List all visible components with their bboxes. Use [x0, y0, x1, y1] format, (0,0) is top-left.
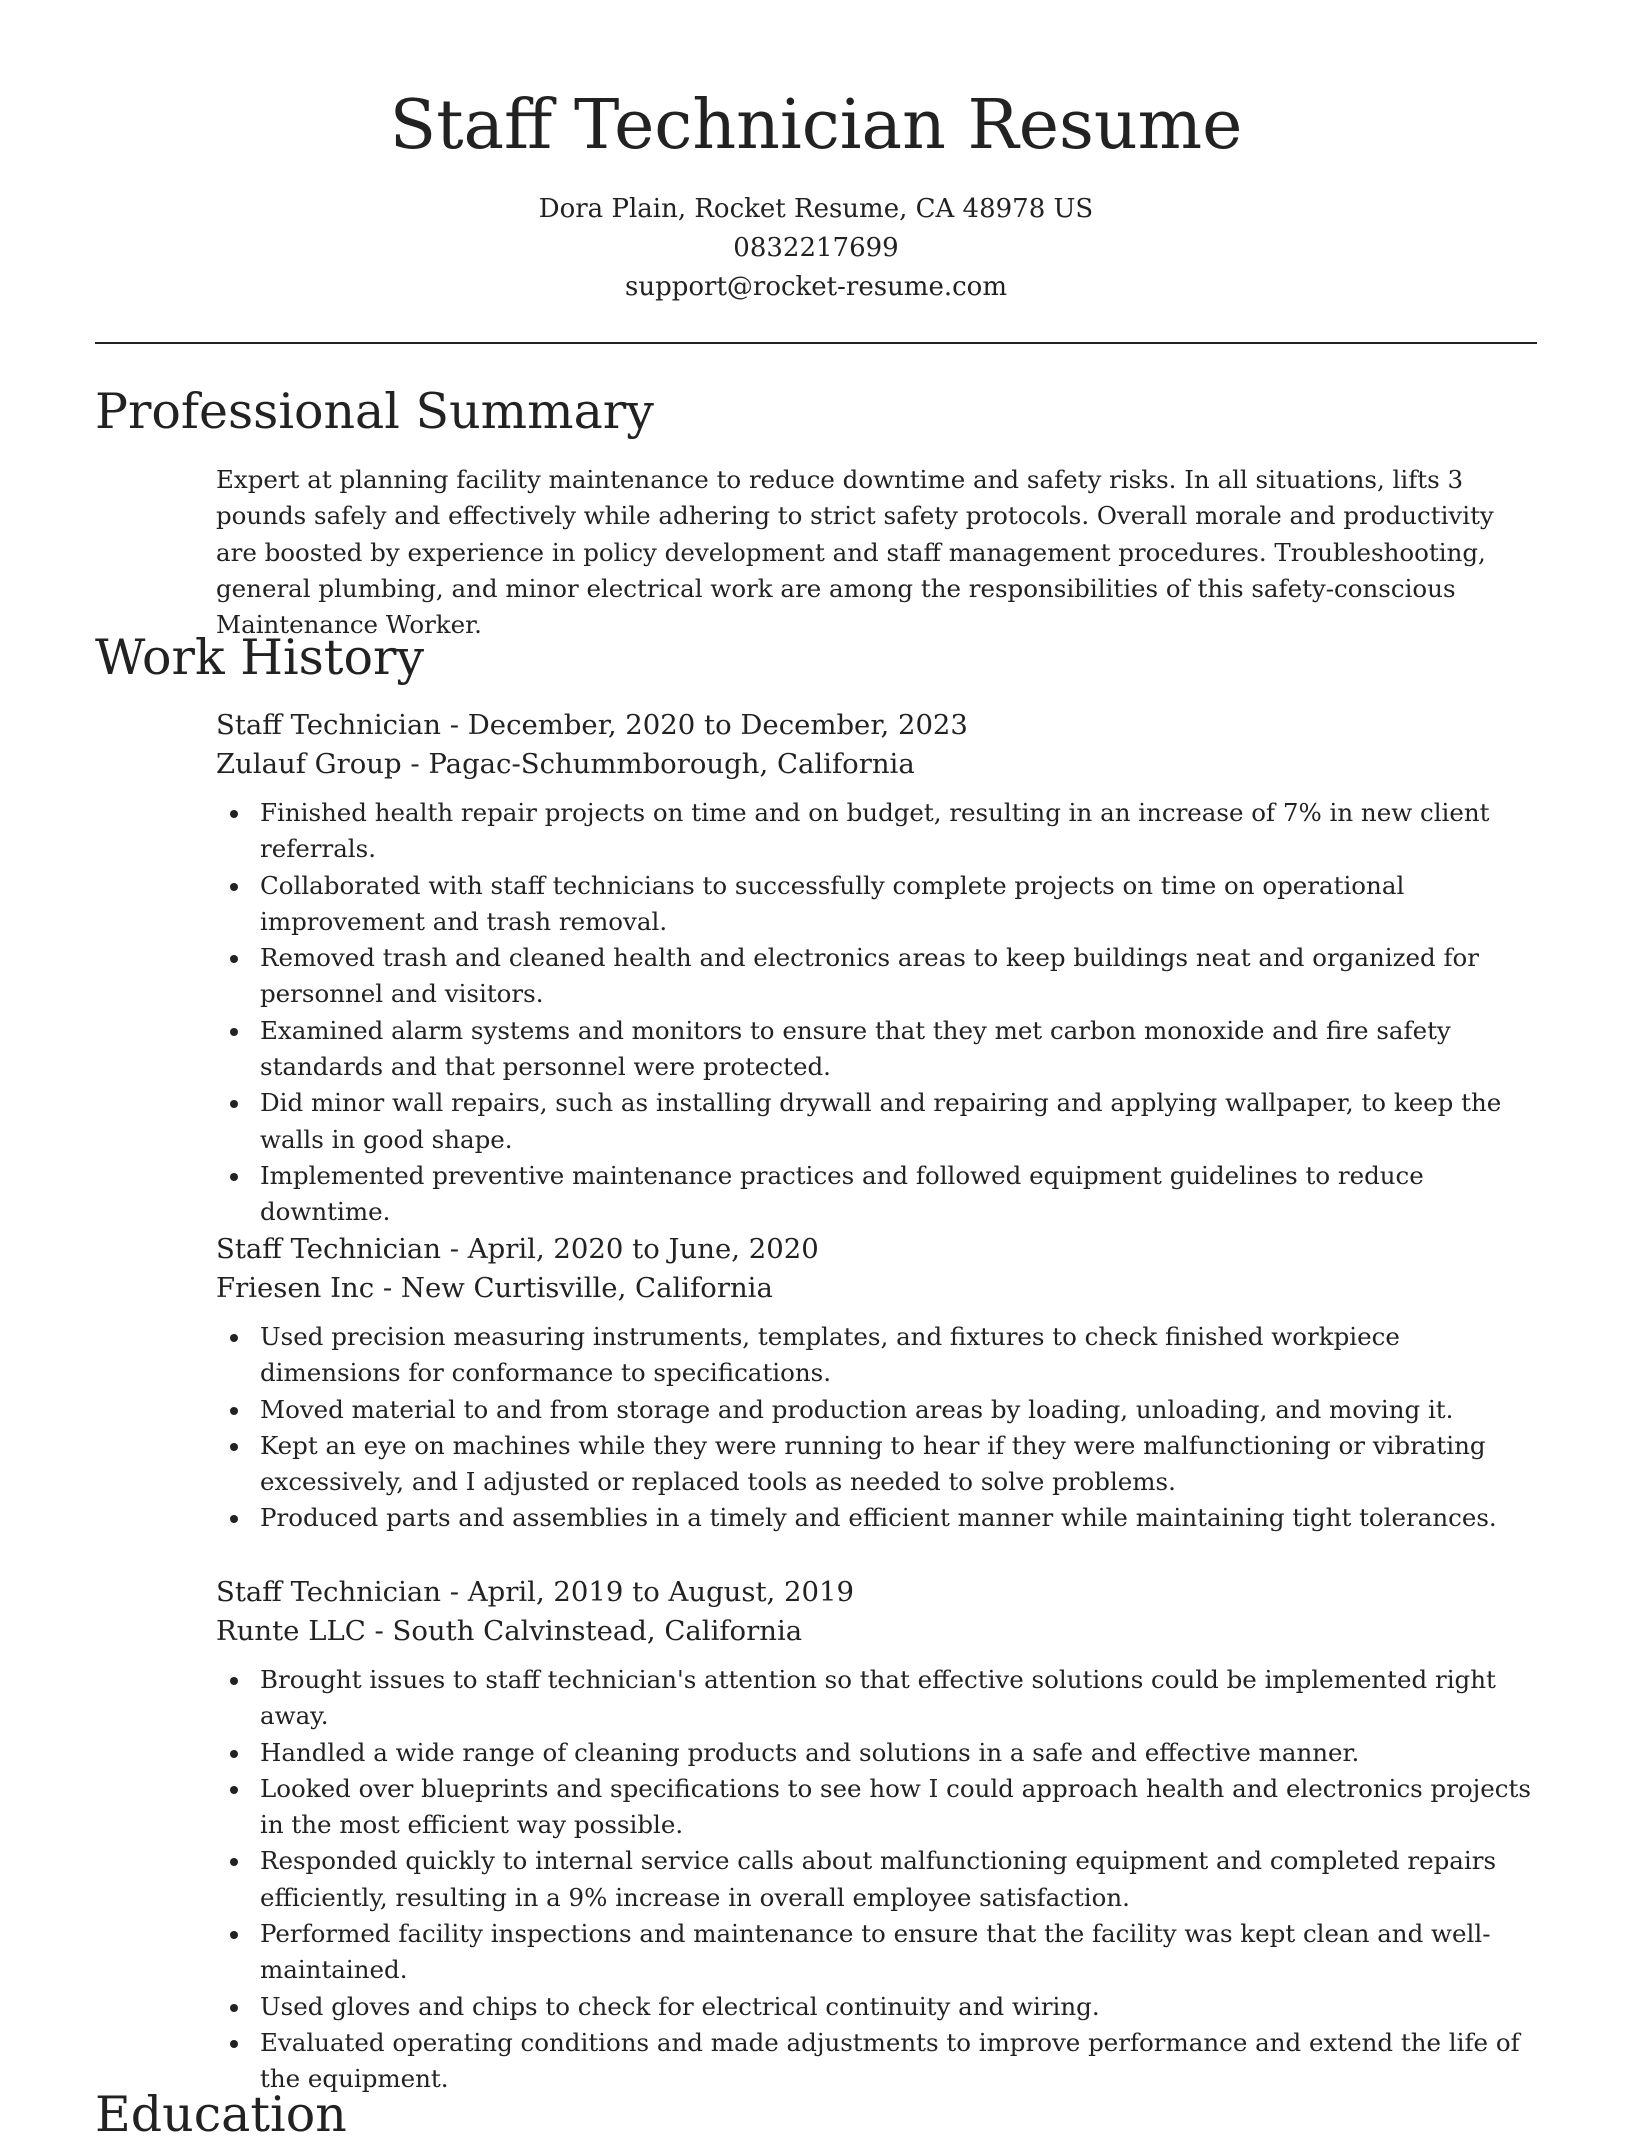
job-bullet-text: Examined alarm systems and monitors to ensure that they met carbon monoxide and fire safety standards and that personnel were protected.	[260, 1015, 1451, 1082]
job-title-line	[216, 1230, 1541, 1269]
contact-email: support@rocket-resume.com	[624, 272, 1007, 302]
job-bullet	[216, 1392, 1541, 1428]
job-entry	[216, 706, 1541, 1231]
bullet-dot-icon	[230, 1931, 238, 1939]
job-bullet-text: Evaluated operating conditions and made adjustments to improve performance and extend the life of the equipment.	[260, 2027, 1520, 2094]
job-bullet-text: Responded quickly to internal service calls about malfunctioning equipment and completed repairs efficiently, resulting in a 9% increase in overall employee satisfaction.	[260, 1846, 1497, 1912]
job-bullet-text: Removed trash and cleaned health and electronics areas to keep buildings neat and organized for personnel and visitors.	[260, 943, 1479, 1009]
job-bullet-text: Used precision measuring instruments, templates, and fixtures to check finished workpiece dimensions for conformance to specifications.	[260, 1322, 1400, 1388]
summary-heading: Professional Summary	[95, 383, 654, 440]
job-entry	[216, 1230, 1541, 1537]
job-bullet-text: Performed facility inspections and maintenance to ensure that the facility was kept clean and well-maintained.	[260, 1919, 1491, 1985]
education-heading: Education	[95, 2086, 347, 2143]
job-entry	[216, 1573, 1541, 2098]
job-company-line	[216, 1612, 1541, 1651]
summary-text: Expert at planning facility maintenance to reduce downtime and safety risks. In all situations, lifts 3 pounds safely and effectively while adhering to strict safety protocols. Overall morale and productivity are boosted by experience in policy development and staff management procedures. Troubleshooting, general plumbing, and minor electrical work are among the responsibilities of this safety-conscious Maintenance Worker.	[216, 465, 1494, 640]
bullet-dot-icon	[230, 883, 238, 891]
bullet-dot-icon	[230, 1100, 238, 1108]
job-bullet-text: Finished health repair projects on time and on budget, resulting in an increase of 7% in new client referrals.	[260, 798, 1490, 864]
bullet-dot-icon	[230, 1786, 238, 1794]
job-bullet-list	[216, 1319, 1541, 1537]
bullet-dot-icon	[230, 1858, 238, 1866]
job-bullet-text: Did minor wall repairs, such as installing drywall and repairing and applying wallpaper, to keep the walls in good shape.	[260, 1088, 1502, 1154]
bullet-dot-icon	[230, 955, 238, 963]
job-bullet	[216, 1735, 1541, 1771]
job-bullet	[216, 1085, 1541, 1158]
bullet-dot-icon	[230, 2040, 238, 2048]
bullet-dot-icon	[230, 1173, 238, 1181]
job-bullet	[216, 940, 1541, 1013]
job-company-line	[216, 745, 1541, 784]
header-divider	[95, 342, 1537, 344]
bullet-dot-icon	[230, 810, 238, 818]
bullet-dot-icon	[230, 1515, 238, 1523]
job-bullet	[216, 1013, 1541, 1086]
contact-block	[0, 190, 1632, 307]
job-bullet	[216, 2025, 1541, 2098]
job-dates: - April, 2020 to June, 2020	[440, 1233, 819, 1265]
contact-address: Dora Plain, Rocket Resume, CA 48978 US	[538, 194, 1094, 224]
job-company-line	[216, 1269, 1541, 1308]
bullet-dot-icon	[230, 2004, 238, 2012]
job-bullet-text: Implemented preventive maintenance practices and followed equipment guidelines to reduce downtime.	[260, 1160, 1424, 1227]
job-bullet	[216, 1989, 1541, 2025]
bullet-dot-icon	[230, 1028, 238, 1036]
job-bullet	[216, 1662, 1541, 1735]
job-bullet	[216, 1158, 1541, 1231]
job-bullet	[216, 1843, 1541, 1916]
job-title: Staff Technician	[216, 1233, 441, 1265]
job-bullet	[216, 1428, 1541, 1501]
bullet-dot-icon	[230, 1677, 238, 1685]
resume-title: Staff Technician Resume	[389, 86, 1243, 165]
job-bullet	[216, 1500, 1541, 1536]
contact-phone: 0832217699	[733, 233, 899, 263]
job-location: - Pagac-Schummborough, California	[401, 748, 915, 780]
job-bullet-text: Moved material to and from storage and production areas by loading, unloading, and moving it.	[260, 1394, 1454, 1424]
job-company: Friesen Inc	[216, 1272, 375, 1304]
job-dates: - April, 2019 to August, 2019	[440, 1576, 855, 1608]
job-company: Zulauf Group	[216, 748, 402, 780]
job-title-line	[216, 706, 1541, 745]
job-bullet	[216, 1771, 1541, 1844]
job-company: Runte LLC	[216, 1615, 366, 1647]
job-bullet-list	[216, 795, 1541, 1231]
job-bullet-text: Brought issues to staff technician's attention so that effective solutions could be implemented right away.	[260, 1665, 1496, 1731]
job-bullet	[216, 1916, 1541, 1989]
job-location: - South Calvinstead, California	[365, 1615, 803, 1647]
work-history-heading: Work History	[95, 629, 425, 686]
job-title-line	[216, 1573, 1541, 1612]
job-location: - New Curtisville, California	[374, 1272, 773, 1304]
job-bullet	[216, 1319, 1541, 1392]
job-title: Staff Technician	[216, 709, 441, 741]
bullet-dot-icon	[230, 1750, 238, 1758]
job-bullet	[216, 868, 1541, 941]
job-bullet-text: Used gloves and chips to check for electrical continuity and wiring.	[260, 1991, 1100, 2021]
bullet-dot-icon	[230, 1407, 238, 1415]
job-dates: - December, 2020 to December, 2023	[440, 709, 968, 741]
job-bullet-text: Produced parts and assemblies in a timely and efficient manner while maintaining tight tolerances.	[260, 1503, 1497, 1533]
job-bullet-text: Handled a wide range of cleaning products and solutions in a safe and effective manner.	[260, 1737, 1360, 1767]
job-bullet-text: Kept an eye on machines while they were running to hear if they were malfunctioning or vibrating excessively, and I adjusted or replaced tools as needed to solve problems.	[260, 1430, 1486, 1497]
job-bullet-text: Collaborated with staff technicians to successfully complete projects on time on operational improvement and trash removal.	[260, 870, 1405, 936]
job-bullet-list	[216, 1662, 1541, 2098]
bullet-dot-icon	[230, 1443, 238, 1451]
job-bullet-text: Looked over blueprints and specifications to see how I could approach health and electronics projects in the most efficient way possible.	[260, 1773, 1531, 1840]
job-title: Staff Technician	[216, 1576, 441, 1608]
bullet-dot-icon	[230, 1334, 238, 1342]
job-bullet	[216, 795, 1541, 868]
